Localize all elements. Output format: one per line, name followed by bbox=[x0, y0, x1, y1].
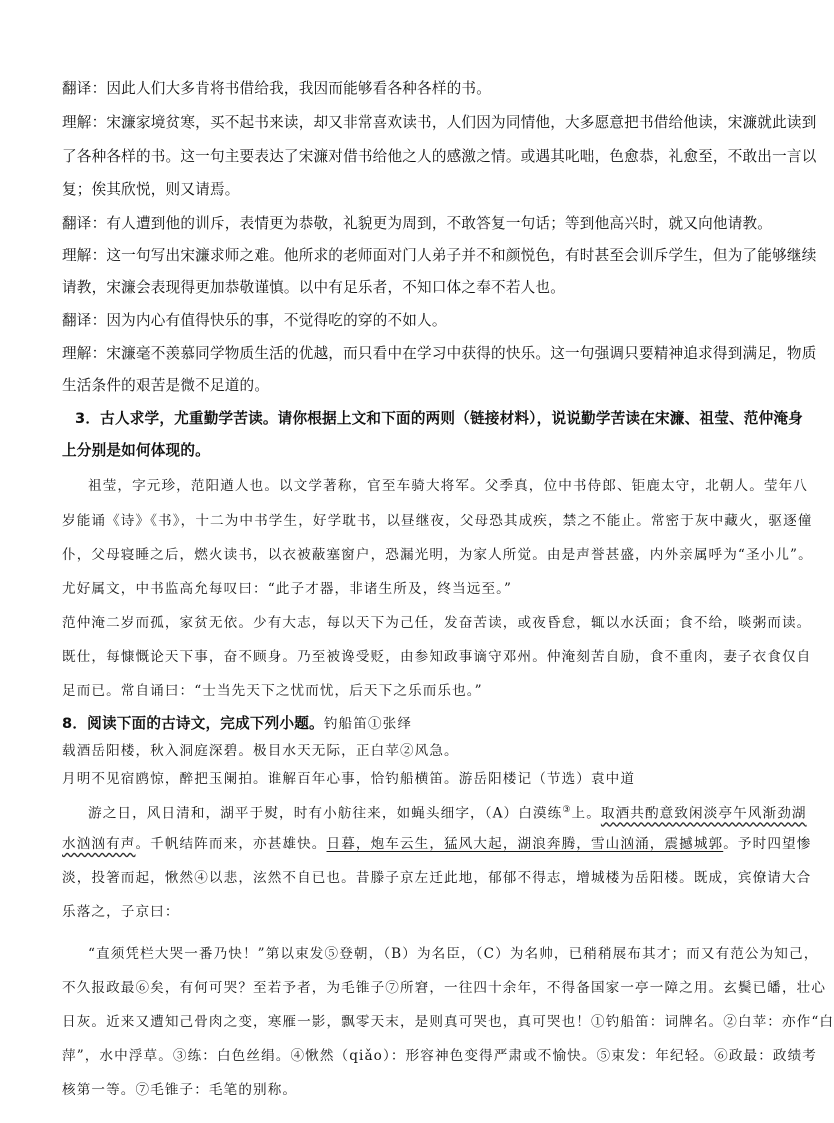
fanzhongyan-line: 范仲淹二岁而孤，家贫无依。少有大志，每以天下为己任，发奋苦读，或夜昏怠，辄以水沃面；食不给，啖粥而读。 bbox=[62, 615, 812, 631]
punctuation-task-sentence-end: 水汹汹有声 bbox=[62, 836, 136, 852]
prose-line bbox=[88, 800, 807, 824]
prose-segment: 。千帆结阵而来，亦甚雄快。 bbox=[135, 836, 327, 852]
prose-line bbox=[62, 834, 812, 854]
text-line: 生活条件的艰苦是微不足道的。 bbox=[62, 377, 270, 394]
poem-line: 月明不见宿鸥惊，醉把玉阑拍。谁解百年心事，恰钓船横笛。游岳阳楼记（节选）袁中道 bbox=[62, 771, 636, 787]
text-line: 理解：宋濂毫不羡慕同学物质生活的优越，而只看中在学习中获得的快乐。这一句强调只要精神追求得到满足，物质 bbox=[62, 345, 817, 362]
prose-segment: 。予时四望惨 bbox=[723, 836, 812, 852]
prose-line: 乐落之，子京曰： bbox=[62, 904, 180, 920]
prose-line: “直须凭栏大哭一番乃快！”第以束发⑤登朝，（B）为名臣，（C）为名帅，已稍稍展布其才；而又有范公为知己， bbox=[88, 946, 819, 962]
question-3-line: 上分别是如何体现的。 bbox=[62, 442, 210, 459]
text-line: 翻译：因为内心有值得快乐的事，不觉得吃的穿的不如人。 bbox=[62, 312, 447, 329]
question-8-label: 8．阅读下面的古诗文，完成下列小题。 bbox=[62, 715, 324, 732]
zuying-line: 岁能诵《诗》《书》，十二为中书学生，好学耽书，以昼继夜，父母恐其成疾，禁之不能止。常密于灰中藏火，驱逐僮 bbox=[62, 513, 813, 529]
prose-line: 萍”，水中浮草。③练：白色丝绢。④愀然（qiǎo）：形容神色变得严肃或不愉快。⑤束发：年纪轻。⑥政最：政绩考 bbox=[62, 1048, 817, 1064]
footnote-marker: ③ bbox=[562, 805, 572, 815]
text-line: 翻译：因此人们大多肯将书借给我，我因而能够看各种各样的书。 bbox=[62, 80, 492, 97]
prose-line: 日灰。近来又遭知己骨肉之变，寒雁一影，飘零天末，是则真可哭也，真可哭也！①钓船笛：词牌名。②白苹：亦作“白 bbox=[62, 1014, 834, 1030]
prose-segment: 游之日，风日清和，湖平于熨，时有小舫往来，如蝇头细字，（A）白漠练 bbox=[88, 805, 563, 822]
fanzhongyan-line: 既仕，每慷慨论天下事，奋不顾身。乃至被谗受贬，由参知政事谪守邓州。仲淹刻苦自励，食不重肉，妻子衣食仅自 bbox=[62, 649, 812, 665]
zuying-line: 仆，父母寝睡之后，燃火读书，以衣被蔽塞窗户，恐漏光明，为家人所觉。由是声誉甚盛，内外亲属呼为“圣小儿”。 bbox=[62, 547, 813, 563]
prose-segment: 上。 bbox=[571, 805, 601, 822]
poem-title: 钓船笛①张绎 bbox=[323, 716, 413, 732]
prose-line: 不久报政最⑥矣，有何可哭？至若予者，为毛锥子⑦所窘，一往四十余年，不得备国家一亭一障之用。玄鬓已皤，壮心 bbox=[62, 980, 827, 996]
poem-line: 载酒岳阳楼，秋入洞庭深碧。极目水天无际，正白苹②风急。 bbox=[62, 743, 459, 759]
text-line: 请教，宋濂会表现得更加恭敬谨慎。以中有足乐者，不知口体之奉不若人也。 bbox=[62, 279, 565, 296]
zuying-line: 尤好属文，中书监高允每叹曰：“此子才器，非诸生所及，终当远至。” bbox=[62, 581, 513, 597]
fanzhongyan-line: 足而已。常自诵曰：“士当先天下之忧而忧，后天下之乐而乐也。” bbox=[62, 683, 483, 699]
punctuation-task-sentence: 取酒共酌意致闲淡亭午风渐劲湖 bbox=[600, 805, 807, 822]
text-line: 复；俟其欣悦，则又请焉。 bbox=[62, 181, 240, 198]
zuying-line: 祖莹，字元珍，范阳遒人也。以文学著称，官至车骑大将军。父季真，位中书侍郎、钜鹿太守，北朝人。莹年八 bbox=[88, 478, 808, 494]
prose-line: 核第一等。⑦毛锥子：毛笔的别称。 bbox=[62, 1082, 298, 1098]
text-line: 理解：宋濂家境贫寒，买不起书来读，却又非常喜欢读书，人们因为同情他，大多愿意把书借给他读，宋濂就此读到 bbox=[62, 114, 817, 131]
text-line: 理解：这一句写出宋濂求师之难。他所求的老师面对门人弟子并不和颜悦色，有时甚至会训斥学生，但为了能够继续 bbox=[62, 247, 817, 264]
question-3-line: 3．古人求学，尤重勤学苦读。请你根据上文和下面的两则（链接材料），说说勤学苦读在宋濂、祖莹、范仲淹身 bbox=[75, 410, 803, 427]
underlined-sentence: 日暮，炮车云生，猛风大起，湖浪奔腾，雪山汹涌，震撼城郭 bbox=[326, 836, 724, 852]
text-line: 翻译：有人遭到他的训斥，表情更为恭敬，礼貌更为周到，不敢答复一句话；等到他高兴时，就又向他请教。 bbox=[62, 215, 773, 232]
text-line: 了各种各样的书。这一句主要表达了宋濂对借书给他之人的感激之情。或遇其叱咄，色愈恭，礼愈至，不敢出一言以 bbox=[62, 148, 817, 165]
question-8-line bbox=[62, 714, 764, 734]
prose-line: 淡，投箸而起，愀然④以悲，泫然不自已也。昔滕子京左迁此地，郁郁不得志，增城楼为岳阳楼。既成，宾僚请大合 bbox=[62, 870, 812, 886]
